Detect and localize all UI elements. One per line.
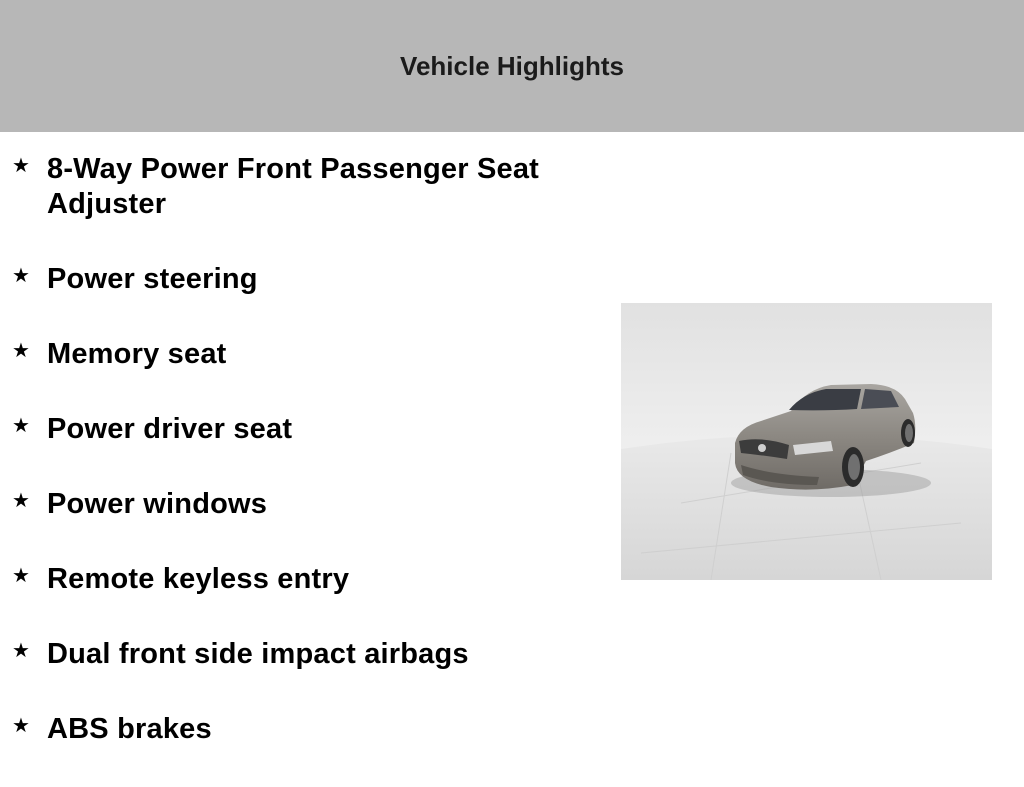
star-bullet-icon: ★ xyxy=(12,155,30,177)
feature-list xyxy=(10,152,570,787)
feature-item xyxy=(10,337,570,372)
feature-item xyxy=(10,152,570,222)
feature-item xyxy=(10,637,570,672)
star-bullet-icon: ★ xyxy=(12,340,30,362)
star-bullet-icon: ★ xyxy=(12,640,30,662)
feature-label: Power steering xyxy=(47,263,258,295)
feature-label: ABS brakes xyxy=(47,713,212,745)
star-bullet-icon: ★ xyxy=(12,565,30,587)
vehicle-photo xyxy=(621,303,992,580)
feature-label: Remote keyless entry xyxy=(47,563,350,595)
star-bullet-icon: ★ xyxy=(12,490,30,512)
feature-item xyxy=(10,562,570,597)
feature-label: 8-Way Power Front Passenger Seat Adjuster xyxy=(47,153,540,220)
star-bullet-icon: ★ xyxy=(12,415,30,437)
star-bullet-icon: ★ xyxy=(12,265,30,287)
feature-label: Memory seat xyxy=(47,338,227,370)
feature-item xyxy=(10,262,570,297)
star-bullet-icon: ★ xyxy=(12,715,30,737)
feature-label: Dual front side impact airbags xyxy=(47,638,469,670)
feature-item xyxy=(10,487,570,522)
header-bar xyxy=(0,0,1024,132)
feature-label: Power windows xyxy=(47,488,268,520)
feature-label: Power driver seat xyxy=(47,413,293,445)
page-title: Vehicle Highlights xyxy=(400,50,624,81)
feature-item xyxy=(10,412,570,447)
feature-item xyxy=(10,712,570,747)
